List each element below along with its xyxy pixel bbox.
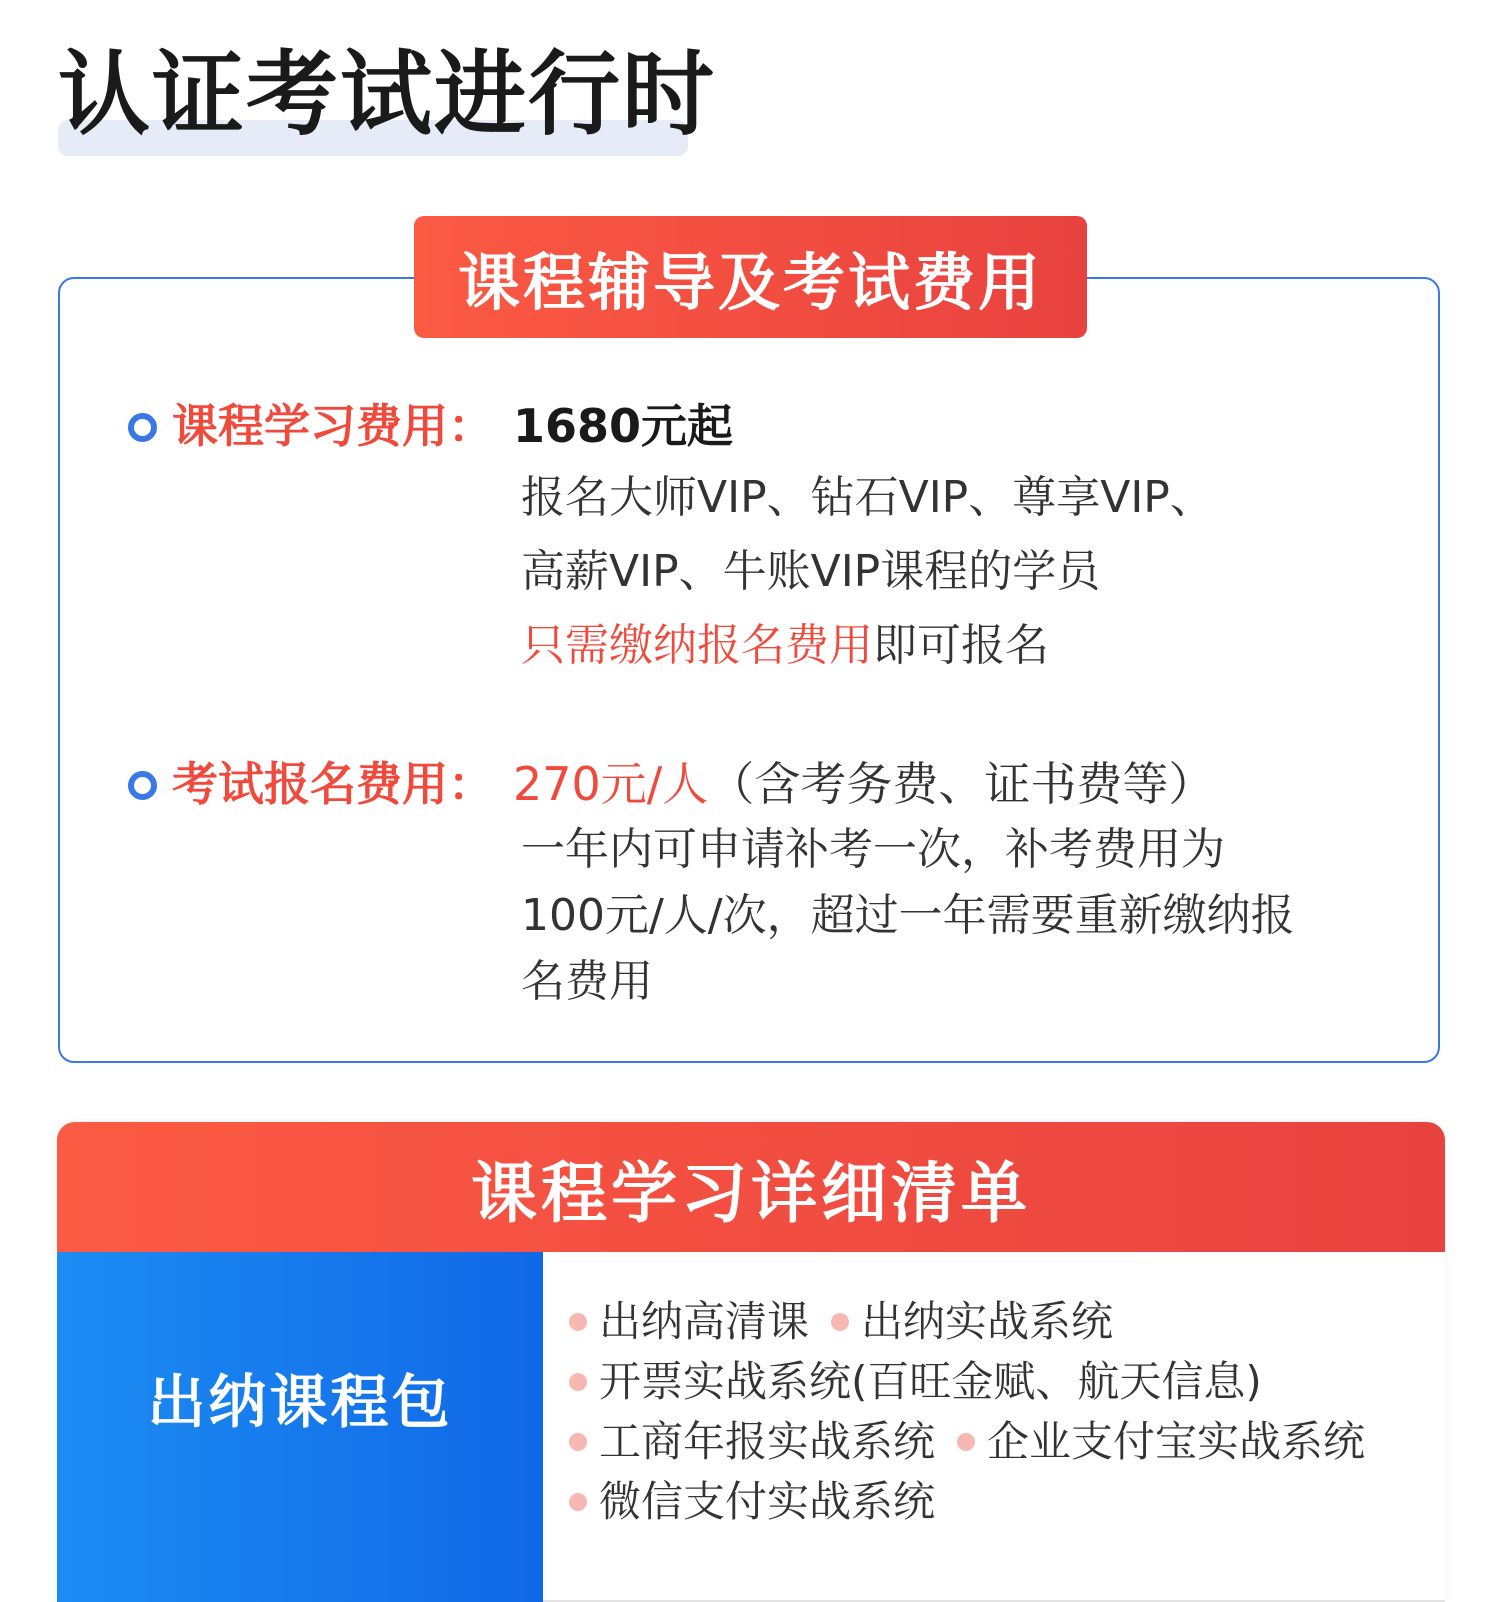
- list-item: [569, 1412, 935, 1472]
- course-fee-value: 1680元起: [513, 399, 734, 453]
- exam-fee-label: 考试报名费用：: [172, 757, 494, 811]
- list-item: [569, 1352, 1262, 1412]
- course-fee-desc-rest: 即可报名: [873, 620, 1049, 671]
- list-item-label: 工商年报实战系统: [599, 1417, 936, 1466]
- exam-fee-value: 270元/人: [513, 757, 709, 811]
- course-fee-label: 课程学习费用：: [172, 399, 494, 453]
- item-row-4: [569, 1472, 957, 1532]
- list-item: [569, 1472, 935, 1532]
- bullet-dot-icon: [957, 1433, 975, 1451]
- list-item-label: 开票实战系统(百旺金赋、航天信息): [599, 1357, 1262, 1406]
- course-fee-highlight: 只需缴纳报名费用: [521, 620, 873, 671]
- package-panel: [57, 1252, 543, 1602]
- item-row-3: [569, 1412, 1387, 1472]
- bullet-dot-icon: [569, 1493, 587, 1511]
- course-list-header: 课程学习详细清单: [57, 1122, 1445, 1252]
- bullet-dot-icon: [569, 1433, 587, 1451]
- list-item: [957, 1412, 1365, 1472]
- fee-section-banner: 课程辅导及考试费用: [414, 216, 1087, 338]
- list-item-label: 出纳高清课: [599, 1297, 810, 1346]
- course-fee-bullet-icon: [128, 413, 157, 442]
- list-item-label: 出纳实战系统: [861, 1297, 1114, 1346]
- exam-fee-desc-line-3: 名费用: [521, 956, 653, 1007]
- course-fee-desc-line-1: 报名大师VIP、钻石VIP、尊享VIP、: [521, 472, 1214, 523]
- item-row-1: [569, 1292, 1135, 1352]
- list-item: [831, 1292, 1113, 1352]
- exam-fee-note: （含考务费、证书费等）: [708, 757, 1215, 811]
- item-row-2: [569, 1352, 1284, 1412]
- course-fee-desc-line-3: [521, 616, 1049, 676]
- package-items: [543, 1252, 1445, 1602]
- list-item-label: 企业支付宝实战系统: [987, 1417, 1366, 1466]
- course-fee-desc-line-2: 高薪VIP、牛账VIP课程的学员: [521, 546, 1101, 597]
- main-heading-block: [58, 40, 717, 160]
- list-item: [569, 1292, 809, 1352]
- exam-fee-value-line: [513, 754, 1214, 814]
- page-title: 认证考试进行时: [58, 41, 717, 148]
- exam-fee-desc-line-1: 一年内可申请补考一次，补考费用为: [521, 824, 1225, 875]
- course-list-card: [57, 1122, 1445, 1602]
- bullet-dot-icon: [569, 1373, 587, 1391]
- list-item-label: 微信支付实战系统: [599, 1477, 936, 1526]
- exam-fee-desc-line-2: 100元/人/次，超过一年需要重新缴纳报: [521, 890, 1295, 941]
- bullet-dot-icon: [569, 1313, 587, 1331]
- bullet-dot-icon: [831, 1313, 849, 1331]
- package-name: 出纳课程包: [147, 1368, 453, 1436]
- exam-fee-bullet-icon: [128, 771, 157, 800]
